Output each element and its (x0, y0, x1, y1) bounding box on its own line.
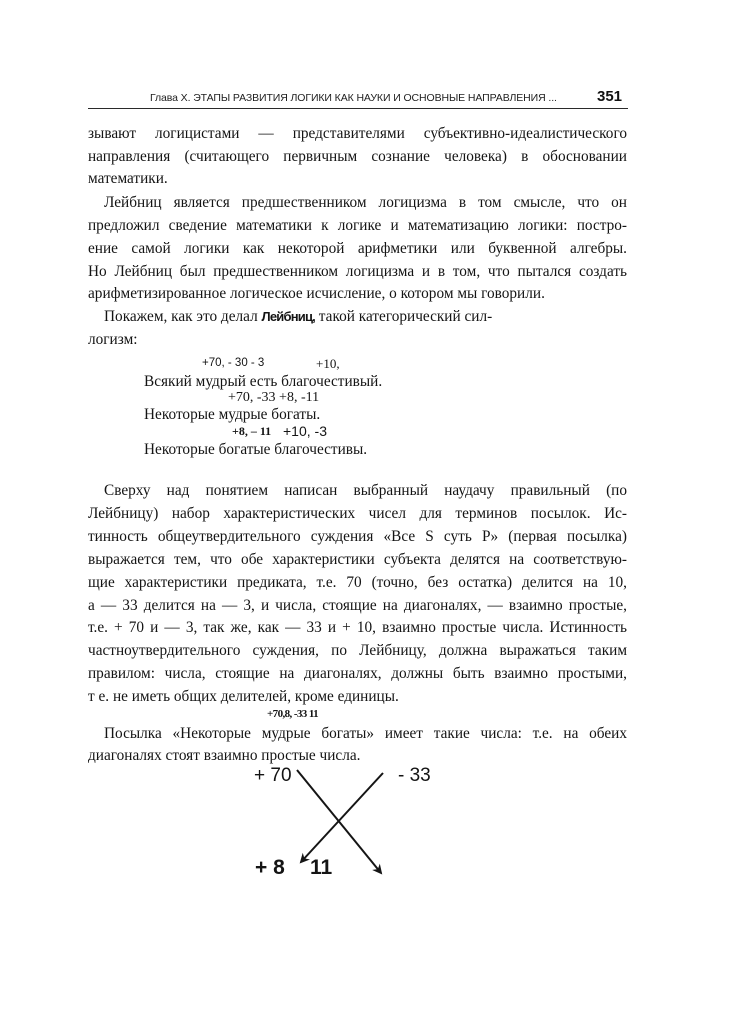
characteristic-numbers: +70, - 30 - 3 (202, 357, 265, 369)
text-after-name: такой категорический сил- (318, 308, 493, 325)
text-line: Лейбницу) набор характеристических чисел для терминов посылок. Ис- (88, 505, 627, 522)
diagram-bottom-right: 11 (310, 856, 333, 879)
text-line: Но Лейбниц был предшественником логицизма и в том, что пытался создать (88, 263, 627, 280)
text-line: диагоналях стоят взаимно простые числа. (88, 747, 361, 764)
text-line: Сверху над понятием написан выбранный наудачу правильный (по (104, 482, 627, 499)
characteristic-numbers: +10, (316, 356, 340, 371)
conclusion: Некоторые богатые благочестивы. (144, 441, 368, 458)
text-line: арифметизированное логическое исчисление, о котором мы говорили. (88, 285, 545, 302)
text-line: предложил сведение математики к логике и математизацию логики: постро- (88, 217, 627, 234)
characteristic-numbers: +8, – 11 (232, 424, 272, 438)
text-line: щие характеристики предиката, т.е. 70 (точно, без остатка) делится на 10, (88, 574, 627, 591)
text-before-name: Покажем, как это делал (104, 308, 258, 325)
text-line: частноутвердительного суждения, по Лейбницу, должна выражаться таким (88, 642, 627, 659)
characteristic-numbers: +10, -3 (283, 423, 327, 439)
text-line: Лейбниц является предшественником логицизма в том смысле, что он (104, 194, 627, 211)
diagram-top-left: + 70 (254, 765, 292, 786)
text-line: математики. (88, 170, 168, 187)
text-line: ение самой логики как некоторой арифметики или буквенной алгебры. (88, 240, 627, 257)
text-line: т.е. + 70 и — 3, так же, как — 33 и + 10, взаимно простые числа. Истинность (88, 619, 627, 636)
text-line: направления (считающего первичным сознание человека) в обосновании (88, 148, 627, 165)
text-line: а — 33 делится на — 3, и числа, стоящие на диагоналях, — взаимно простые, (88, 597, 627, 614)
premise-minor: Некоторые мудрые богаты. (144, 406, 321, 423)
characteristic-numbers: +70,8, -33 11 (267, 708, 319, 720)
text-line: тинность общеутвердительного суждения «Все S суть P» (первая посылка) (88, 528, 627, 545)
diagonal-arrow-down-left (301, 773, 383, 862)
text-line: Посылка «Некоторые мудрые богаты» имеет такие числа: т.е. на обеих (104, 725, 627, 742)
diagram-bottom-left: + 8 (255, 856, 285, 879)
text-line: выражается тем, что обе характеристики субъекта делятся на соответствую- (88, 551, 627, 568)
premise-major: Всякий мудрый есть благочестивый. (144, 373, 383, 390)
page-number: 351 (597, 88, 623, 105)
text-line: логизм: (88, 331, 138, 348)
running-title: Глава X. ЭТАПЫ РАЗВИТИЯ ЛОГИКИ КАК НАУКИ И ОСНОВНЫЕ НАПРАВЛЕНИЯ ... (150, 92, 557, 104)
diagram-top-right: - 33 (398, 765, 431, 786)
text-line: правилом: числа, стоящие на диагоналях, должны быть взаимно простыми, (88, 665, 627, 682)
text-line: зывают логицистами — представителями субъективно-идеалистического (88, 125, 627, 142)
text-line: т е. не иметь общих делителей, кроме единицы. (88, 688, 399, 705)
leibniz-name: Лейбниц, (261, 309, 315, 324)
characteristic-numbers: +70, -33 +8, -11 (228, 390, 320, 405)
